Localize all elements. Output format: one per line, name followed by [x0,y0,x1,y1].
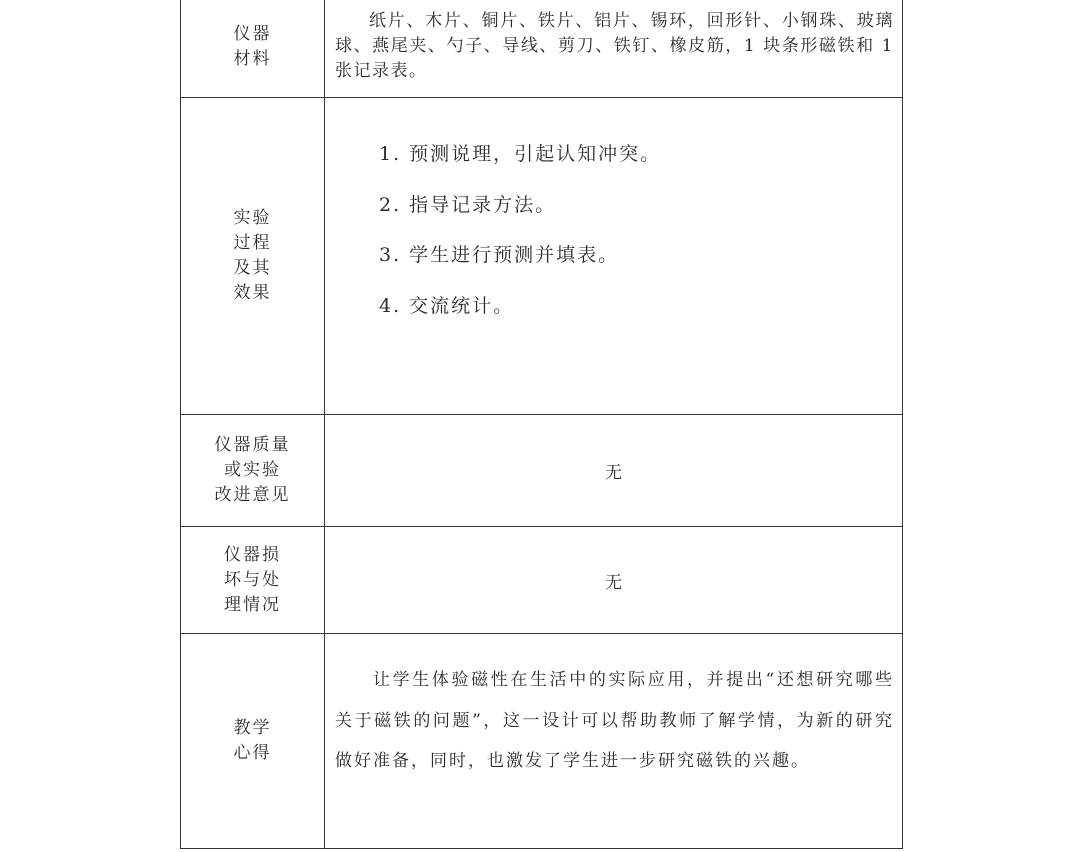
row-materials [181,0,903,98]
experiment-record-sheet [180,0,902,852]
damage-label-line-3: 理情况 [224,594,281,615]
quality-label-line-3: 改进意见 [214,485,291,505]
materials-content-cell [325,0,903,98]
process-step-2: 2. 指导记录方法。 [379,193,557,216]
process-content-cell [325,98,903,415]
process-step-1: 1. 预测说理，引起认知冲突。 [379,143,662,165]
materials-text: 纸片、木片、铜片、铁片、铝片、锡环，回形针、小钢珠、玻璃球、燕尾夹、勺子、导线、剪刀、铁钉、橡皮筋，1 块条形磁铁和 1 张记录表。 [335,10,894,81]
row-quality [181,415,903,527]
process-label-cell [181,98,325,415]
process-step-3: 3. 学生进行预测并填表。 [379,244,620,266]
reflection-content-cell [325,634,903,849]
row-damage [181,527,903,634]
experiment-record-table [180,0,903,849]
materials-label-line-1: 仪器 [233,24,272,44]
quality-label-line-2: 或实验 [224,460,281,480]
materials-label-line-2: 材料 [233,49,272,69]
process-label-line-3: 及其 [233,258,272,278]
row-reflection [181,634,903,849]
quality-label-line-1: 仪器质量 [214,435,291,455]
damage-label-line-1: 仪器损 [224,544,281,565]
process-label-line-2: 过程 [233,233,272,253]
reflection-label-cell [181,634,325,849]
damage-content-cell [325,527,903,634]
reflection-text: 让学生体验磁性在生活中的实际应用，并提出“还想研究哪些关于磁铁的问题”，这一设计可以帮助教师了解学情，为新的研究做好准备，同时，也激发了学生进一步研究磁铁的兴趣。 [335,670,894,772]
quality-label-cell [181,415,325,527]
process-step-4: 4. 交流统计。 [379,294,515,317]
materials-label-cell [181,0,325,98]
reflection-label-line-2: 心得 [233,743,272,763]
damage-text: 无 [605,572,622,593]
reflection-label-line-1: 教学 [233,718,272,738]
row-process [181,98,903,415]
quality-text: 无 [605,463,622,483]
process-label-line-1: 实验 [233,208,272,228]
process-steps-list [325,129,902,383]
damage-label-cell [181,527,325,634]
quality-content-cell [325,415,903,527]
process-label-line-4: 效果 [233,283,272,303]
damage-label-line-2: 坏与处 [224,569,281,590]
